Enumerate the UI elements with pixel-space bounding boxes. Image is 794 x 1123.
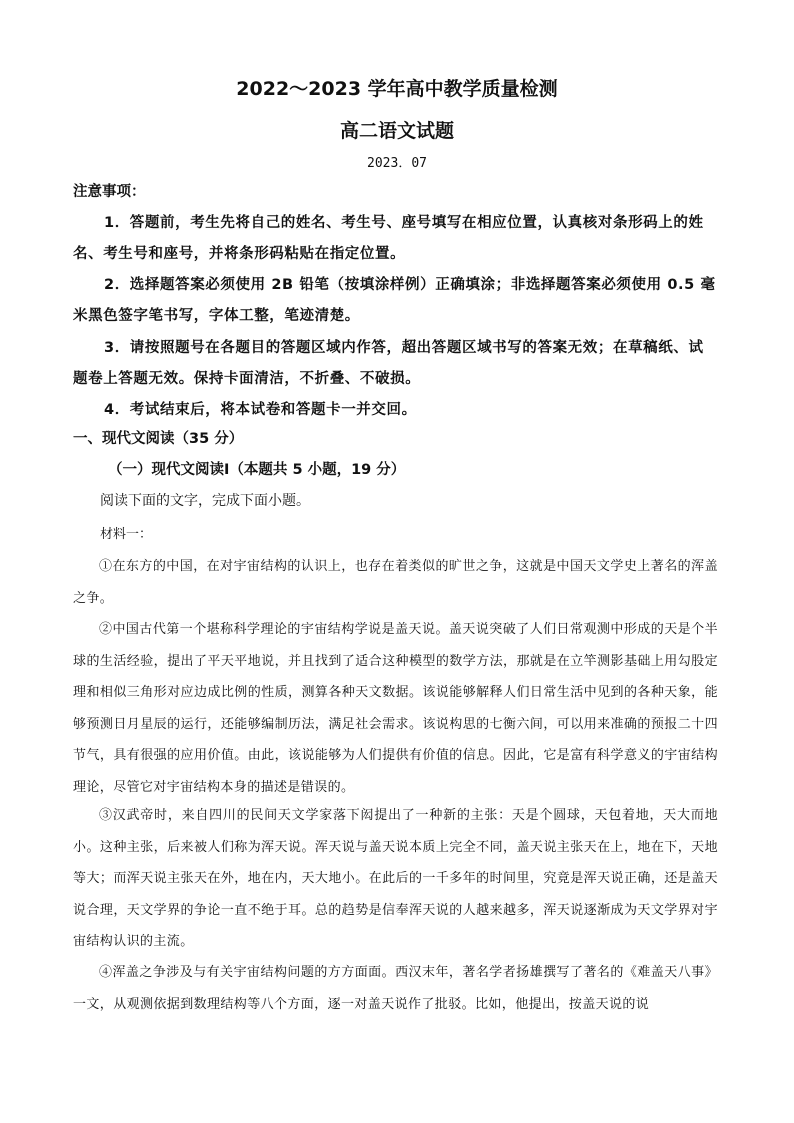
exam-title: 2022～2023 学年高中教学质量检测 [236,78,558,100]
paragraph-3: ③汉武帝时，来自四川的民间天文学家落下闳提出了一种新的主张：天是个圆球，天包着地，天大而地小。这种主张，后来被人们称为浑天说。浑天说与盖天说本质上完全不同，盖天说主张天在上，地在下，天地等大；而浑天说主张天在外，地在内，天大地小。在此后的一千多年的时间里，究竟是浑天说正确，还是盖天说合理，天文学界的争论一直不绝于耳。总的趋势是信奉浑天说的人越来越多，浑天说逐渐成为天文学界对宇宙结构认识的主流。 [73,808,718,949]
paragraph-4: ④浑盖之争涉及与有关宇宙结构问题的方方面面。西汉末年，著名学者扬雄撰写了著名的《难盖天八事》一文，从观测依据到数理结构等八个方面，逐一对盖天说作了批驳。比如，他提出，按盖天说的说 [73,965,718,1012]
note-item-3: 3．请按照题号在各题目的答题区域内作答，超出答题区域书写的答案无效；在草稿纸、试题卷上答题无效。保持卡面清洁，不折叠、不破损。 [73,340,704,387]
exam-date: 2023．07 [367,156,427,171]
notes-heading: 注意事项： [73,184,146,200]
paragraph-2: ②中国古代第一个堪称科学理论的宇宙结构学说是盖天说。盖天说突破了人们日常观测中形成的天是个半球的生活经验，提出了平天平地说，并且找到了适合这种模型的数学方法，那就是在立竿测影基础上用勾股定理和相似三角形对应边成比例的性质，测算各种天文数据。该说能够解释人们日常生活中见到的各种天象，能够预测日月星辰的运行，还能够编制历法，满足社会需求。该说构思的七衡六间，可以用来准确的预报二十四节气，具有很强的应用价值。由此，该说能够为人们提供有价值的信息。因此，它是富有科学意义的宇宙结构理论，尽管它对宇宙结构本身的描述是错误的。 [73,622,718,795]
subject-title: 高二语文试题 [339,120,454,142]
section-heading: 一、现代文阅读（35 分） [73,431,244,447]
note-item-2: 2．选择题答案必须使用 2B 铅笔（按填涂样例）正确填涂；非选择题答案必须使用 0.5 毫米黑色签字笔书写，字体工整，笔迹清楚。 [73,277,716,324]
note-item-4: 4．考试结束后，将本试卷和答题卡一并交回。 [104,402,417,418]
material-label: 材料一： [100,527,153,542]
note-item-1: 1．答题前，考生先将自己的姓名、考生号、座号填写在相应位置，认真核对条形码上的姓名、考生号和座号，并将条形码粘贴在指定位置。 [73,215,704,262]
subsection-heading: （一）现代文阅读Ⅰ（本题共 5 小题，19 分） [108,462,406,478]
reading-instruction: 阅读下面的文字，完成下面小题。 [100,493,310,509]
paragraph-1: ①在东方的中国，在对宇宙结构的认识上，也存在着类似的旷世之争，这就是中国天文学史上著名的浑盖之争。 [73,559,718,606]
